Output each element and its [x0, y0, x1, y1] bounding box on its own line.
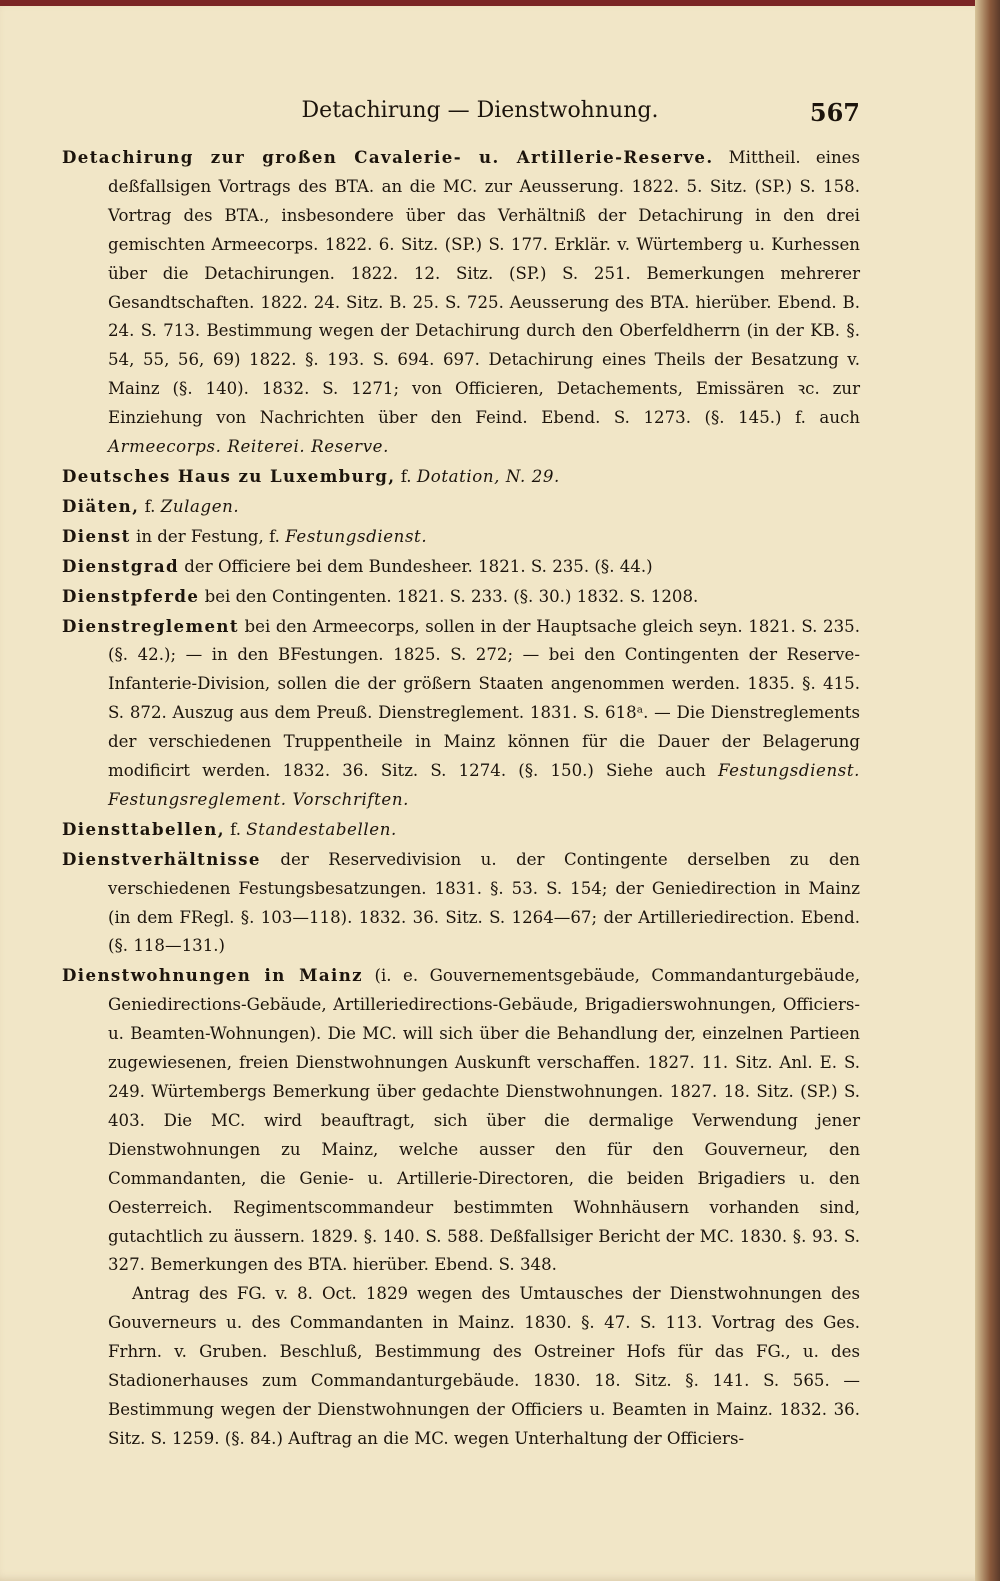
page-number: 567	[809, 98, 860, 127]
entry-head: Diäten,	[62, 495, 140, 516]
entry-crossref: Standestabellen.	[246, 819, 397, 839]
book-spine-edge	[975, 0, 1000, 1581]
entry-head: Dienstwohnungen in Mainz	[62, 965, 363, 986]
entry-text: der Reservedivision u. der Contingente derselben zu den verschiedenen Festungsbesatzungen. 1831. §. 53. S. 154; der Geniedirection in Mainz (in dem FRegl. §. 103—118). 1832. 36. Sitz. S. 1264—67; der Artilleriedirection. Ebend. (§. 118—131.)	[108, 849, 860, 956]
entry-head: Dienstgrad	[62, 555, 180, 576]
index-entry	[62, 612, 860, 815]
continuation-paragraph: Antrag des FG. v. 8. Oct. 1829 wegen des Umtausches der Dienstwohnungen des Gouverneurs u. des Commandanten in Mainz. 1830. §. 47. S. 113. Vortrag des Ges. Frhrn. v. Gruben. Beschluß, Bestimmung des Ostreiner Hofs für das FG., u. des Stadionerhauses zum Commandanturgebäude. 1830. 18. Sitz. §. 141. S. 565. — Bestimmung wegen der Dienstwohnungen der Officiers u. Beamten in Mainz. 1832. 36. Sitz. S. 1259. (§. 84.) Auftrag an die MC. wegen Unterhaltung der Officiers-	[108, 1284, 860, 1448]
entry-text: in der Festung, f.	[130, 526, 286, 546]
entry-head: Dienstreglement	[62, 615, 239, 636]
entry-text: bei den Armeecorps, sollen in der Hauptsache gleich seyn. 1821. S. 235. (§. 42.); — in den BFestungen. 1825. S. 272; — bei den Contingenten der Reserve-Infanterie-Division, sollen die der größern Staaten angenommen werden. 1835. §. 415. S. 872. Auszug aus dem Preuß. Dienstreglement. 1831. S. 618ᵃ. — Die Dienstreglements der verschiedenen Truppentheile in Mainz können für die Dauer der Belagerung modificirt werden. 1832. 36. Sitz. S. 1274. (§. 150.) Siehe auch	[108, 616, 860, 781]
entry-text: f.	[139, 496, 161, 516]
entry-text: der Officiere bei dem Bundesheer. 1821. S. 235. (§. 44.)	[179, 556, 653, 576]
entry-crossref: Dotation, N. 29.	[416, 466, 560, 486]
entry-text: f.	[224, 819, 247, 839]
entry-head: Deutsches Haus zu Luxemburg,	[62, 465, 396, 486]
entry-head: Detachirung zur großen Cavalerie- u. Artillerie-Reserve.	[62, 147, 714, 167]
index-entries	[62, 143, 860, 1454]
index-entry	[62, 961, 860, 1280]
entry-crossref: Festungsdienst. Festungsreglement. Vorschriften.	[108, 761, 860, 809]
entry-text: f.	[395, 466, 417, 486]
index-entry	[62, 462, 860, 492]
entry-head: Dienstpferde	[62, 585, 200, 606]
running-header	[60, 98, 860, 132]
header-title: Detachirung — Dienstwohnung.	[301, 98, 659, 123]
entry-head: Diensttabellen,	[62, 818, 225, 839]
index-entry	[62, 815, 860, 845]
entry-text: (i. e. Gouvernementsgebäude, Commandanturgebäude, Geniedirections-Gebäude, Artilleriedirections-Gebäude, Brigadierswohnungen, Officiers- u. Beamten-Wohnungen). Die MC. will sich über die Behandlung der, einzelnen Partieen zugewiesenen, freien Dienstwohnungen Auskunft verschaffen. 1827. 11. Sitz. Anl. E. S. 249. Würtembergs Bemerkung über gedachte Dienstwohnungen. 1827. 18. Sitz. (SP.) S. 403. Die MC. wird beauftragt, sich über die dermalige Verwendung jener Dienstwohnungen zu Mainz, welche ausser den für den Gouverneur, den Commandanten, die Genie- u. Artillerie-Directoren, die beiden Brigadiers u. den Oesterreich. Regimentscommandeur bestimmten Wohnhäusern vorhanden sind, gutachtlich zu äussern. 1829. §. 140. S. 588. Deßfallsiger Bericht der MC. 1830. §. 93. S. 327. Bemerkungen des BTA. hierüber. Ebend. S. 348.	[108, 966, 860, 1275]
entry-crossref: Festungsdienst.	[285, 526, 428, 546]
page-top-edge	[0, 0, 992, 6]
index-entry	[62, 492, 860, 522]
entry-crossref: Zulagen.	[160, 496, 240, 516]
entry-head: Dienst	[62, 525, 131, 546]
index-entry	[62, 845, 860, 962]
index-entry	[62, 582, 860, 612]
index-entry	[62, 143, 860, 462]
index-entry	[62, 552, 860, 582]
entry-text: Mittheil. eines deßfallsigen Vortrags des BTA. an die MC. zur Aeusserung. 1822. 5. Sitz. (SP.) S. 158. Vortrag des BTA., insbesondere über das Verhältniß der Detachirung in den drei gemischten Armeecorps. 1822. 6. Sitz. (SP.) S. 177. Erklär. v. Würtemberg u. Kurhessen über die Detachirungen. 1822. 12. Sitz. (SP.) S. 251. Bemerkungen mehrerer Gesandtschaften. 1822. 24. Sitz. B. 25. S. 725. Aeusserung des BTA. hierüber. Ebend. B. 24. S. 713. Bestimmung wegen der Detachirung durch den Oberfeldherrn (in der KB. §. 54, 55, 56, 69) 1822. §. 193. S. 694. 697. Detachirung eines Theils der Besatzung v. Mainz (§. 140). 1832. S. 1271; von Officieren, Detachements, Emissären ꝛc. zur Einziehung von Nachrichten über den Feind. Ebend. S. 1273. (§. 145.) f. auch	[108, 148, 860, 428]
entry-text: bei den Contingenten. 1821. S. 233. (§. 30.) 1832. S. 1208.	[199, 586, 699, 606]
index-entry	[62, 522, 860, 552]
entry-crossref: Armeecorps. Reiterei. Reserve.	[108, 437, 389, 457]
entry-head: Dienstverhältnisse	[62, 848, 261, 869]
